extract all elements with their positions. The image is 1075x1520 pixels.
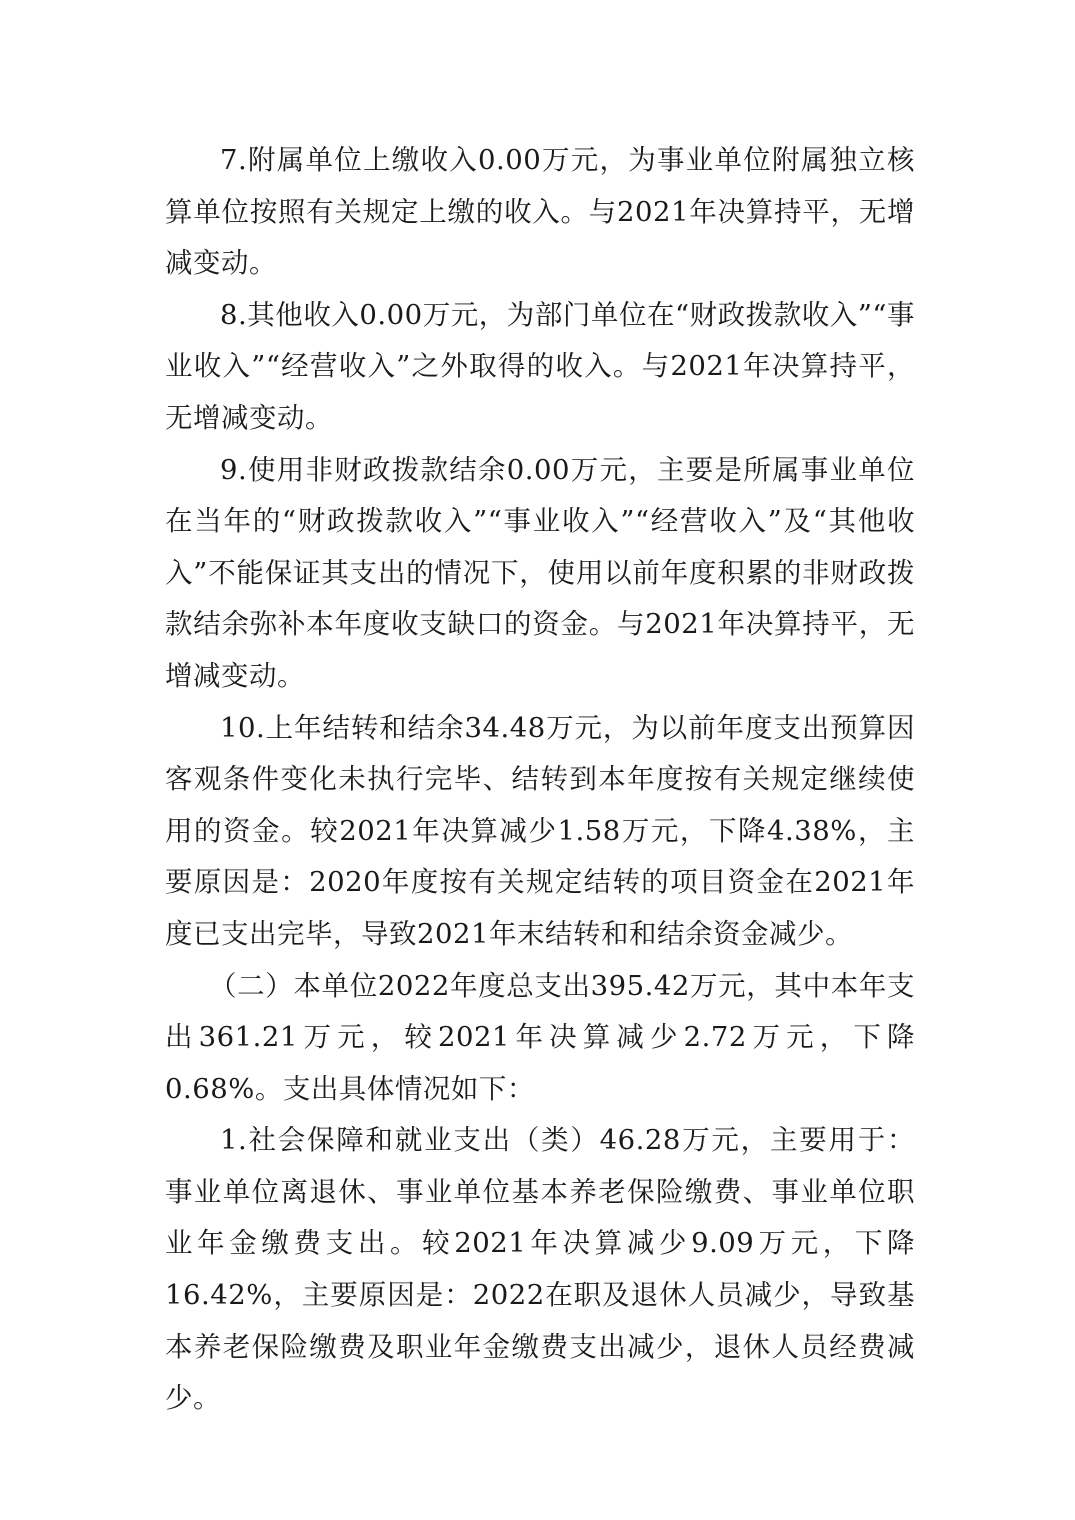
document-body	[165, 135, 915, 1425]
paragraph-10-prior-year-carryover: 10.上年结转和结余34.48万元，为以前年度支出预算因客观条件变化未执行完毕、结转到本年度按有关规定继续使用的资金。较2021年决算减少1.58万元，下降4.38%，主要原因是：2020年度按有关规定结转的项目资金在2021年度已支出完毕，导致2021年末结转和和结余资金减少。	[165, 711, 915, 950]
paragraph-8-other-income: 8.其他收入0.00万元，为部门单位在“财政拨款收入”“事业收入”“经营收入”之外取得的收入。与2021年决算持平，无增减变动。	[165, 298, 915, 434]
paragraph-section-2-total-expenditure: （二）本单位2022年度总支出395.42万元，其中本年支出361.21万元，较2021年决算减少2.72万元，下降0.68%。支出具体情况如下：	[165, 969, 915, 1105]
paragraph-7-affiliated-income: 7.附属单位上缴收入0.00万元，为事业单位附属独立核算单位按照有关规定上缴的收入。与2021年决算持平，无增减变动。	[165, 144, 915, 280]
paragraph-1-social-security-expenditure: 1.社会保障和就业支出（类）46.28万元，主要用于：事业单位离退休、事业单位基本养老保险缴费、事业单位职业年金缴费支出。较2021年决算减少9.09万元，下降16.42%，主要原因是：2022在职及退休人员减少，导致基本养老保险缴费及职业年金缴费支出减少，退休人员经费减少。	[165, 1124, 915, 1415]
paragraph-9-non-fiscal-surplus: 9.使用非财政拨款结余0.00万元，主要是所属事业单位在当年的“财政拨款收入”“事业收入”“经营收入”及“其他收入”不能保证其支出的情况下，使用以前年度积累的非财政拨款结余弥补本年度收支缺口的资金。与2021年决算持平，无增减变动。	[165, 453, 915, 692]
